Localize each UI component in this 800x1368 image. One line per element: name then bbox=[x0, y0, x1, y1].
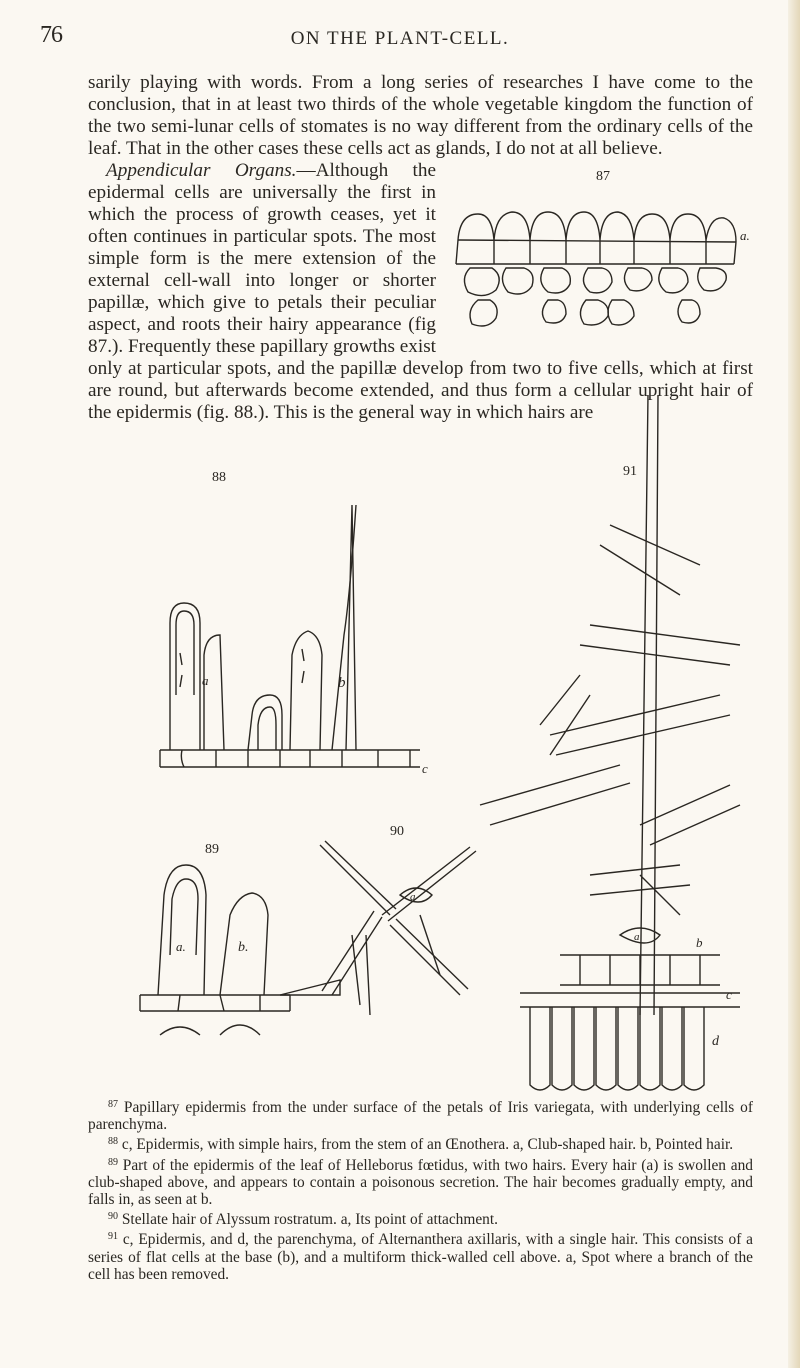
page-number: 76 bbox=[40, 22, 62, 48]
caption-90-text: Stellate hair of Alyssum rostratum. a, Its point of attachment. bbox=[121, 1211, 498, 1229]
caption-88-text: c, Epidermis, with simple hairs, from the stem of an Œnothera. a, Club-shaped hair. b, Pointed hair. bbox=[121, 1136, 734, 1154]
caption-88-num: 88 bbox=[108, 1136, 118, 1148]
caption-91-text: c, Epidermis, and d, the parenchyma, of Alternanthera axillaris, with a single hair. This consists of a series of flat cells at the base (b), and a multiform thick-walled cell above. a, Spot where a branch of the cell has been removed. bbox=[88, 1231, 753, 1283]
figure-91-number: 91 bbox=[623, 464, 637, 479]
figure-91-label-d: d bbox=[712, 1034, 719, 1049]
running-title: ON THE PLANT-CELL. bbox=[290, 28, 510, 49]
caption-91-num: 91 bbox=[108, 1231, 118, 1243]
figure-88-label-b: b bbox=[338, 675, 346, 691]
figure-87-label-a: a. bbox=[740, 228, 750, 243]
figures-88-91 bbox=[120, 395, 780, 1095]
figure-91-label-b: b bbox=[696, 935, 703, 950]
page-header bbox=[0, 22, 800, 62]
paragraph-1: sarily playing with words. From a long series of researches I have come to the conclusion, that in at least two thirds of the whole vegetable kingdom the function of the two semi-lunar cells of stomates is no way different from the ordinary cells of the leaf. That in the other cases these cells act as glands, I do not at all believe. bbox=[88, 72, 753, 159]
caption-88 bbox=[88, 1133, 753, 1153]
caption-87-num: 87 bbox=[108, 1099, 118, 1110]
figure-captions bbox=[88, 1096, 753, 1283]
figure-89-label-a: a. bbox=[176, 939, 186, 954]
figure-88 bbox=[160, 470, 428, 776]
figure-89-label-b: b. bbox=[238, 940, 249, 955]
caption-90 bbox=[88, 1208, 753, 1228]
caption-89-num: 89 bbox=[108, 1156, 118, 1168]
caption-91 bbox=[88, 1228, 753, 1283]
figure-89-number: 89 bbox=[205, 842, 219, 857]
page-edge bbox=[788, 0, 800, 1368]
figure-91-label-a: a bbox=[634, 931, 640, 943]
section-heading: Appendicular Organs. bbox=[106, 160, 297, 181]
caption-89 bbox=[88, 1154, 753, 1209]
paragraph-2-text: —Although the epidermal cells are universally the first in which the process of growth ceases, yet it often continues in particular spots. The most simple form is the mere extension of the external cell-wall into longer or shorter papillæ, which give to petals their peculiar aspect, and roots their hairy appearance (fig 87.). Frequently these papillary growths exist only at particular spots, and the papillæ develop from two to five cells, which at first are round, but afterwards become extended, and thus form a cellular upright hair of the epidermis (fig. 88.). This is the general way in which hairs are bbox=[88, 160, 753, 423]
figure-91 bbox=[480, 395, 740, 1090]
caption-87 bbox=[88, 1096, 753, 1133]
caption-90-num: 90 bbox=[108, 1211, 118, 1223]
figure-87 bbox=[448, 160, 753, 345]
caption-89-text: Part of the epidermis of the leaf of Helleborus fœtidus, with two hairs. Every hair (a) is swollen and club-shaped above, and appears to contain a poisonous secretion. The hair becomes gradually empty, and falls in, as seen at b. bbox=[88, 1156, 753, 1209]
figure-88-label-a: a bbox=[202, 673, 209, 688]
body-text bbox=[88, 72, 753, 424]
caption-87-text: Papillary epidermis from the under surface of the petals of Iris variegata, with underlying cells of parenchyma. bbox=[88, 1099, 753, 1134]
figure-87-number: 87 bbox=[596, 169, 610, 184]
figure-90 bbox=[320, 824, 476, 1015]
figure-87-drawing bbox=[448, 160, 753, 345]
figure-89 bbox=[140, 842, 340, 1035]
figure-88-number: 88 bbox=[212, 470, 226, 485]
figure-91-label-c: c bbox=[726, 987, 732, 1002]
figure-90-label-a: a bbox=[410, 891, 416, 903]
figure-88-label-c: c bbox=[422, 761, 428, 776]
figure-90-number: 90 bbox=[390, 824, 404, 839]
